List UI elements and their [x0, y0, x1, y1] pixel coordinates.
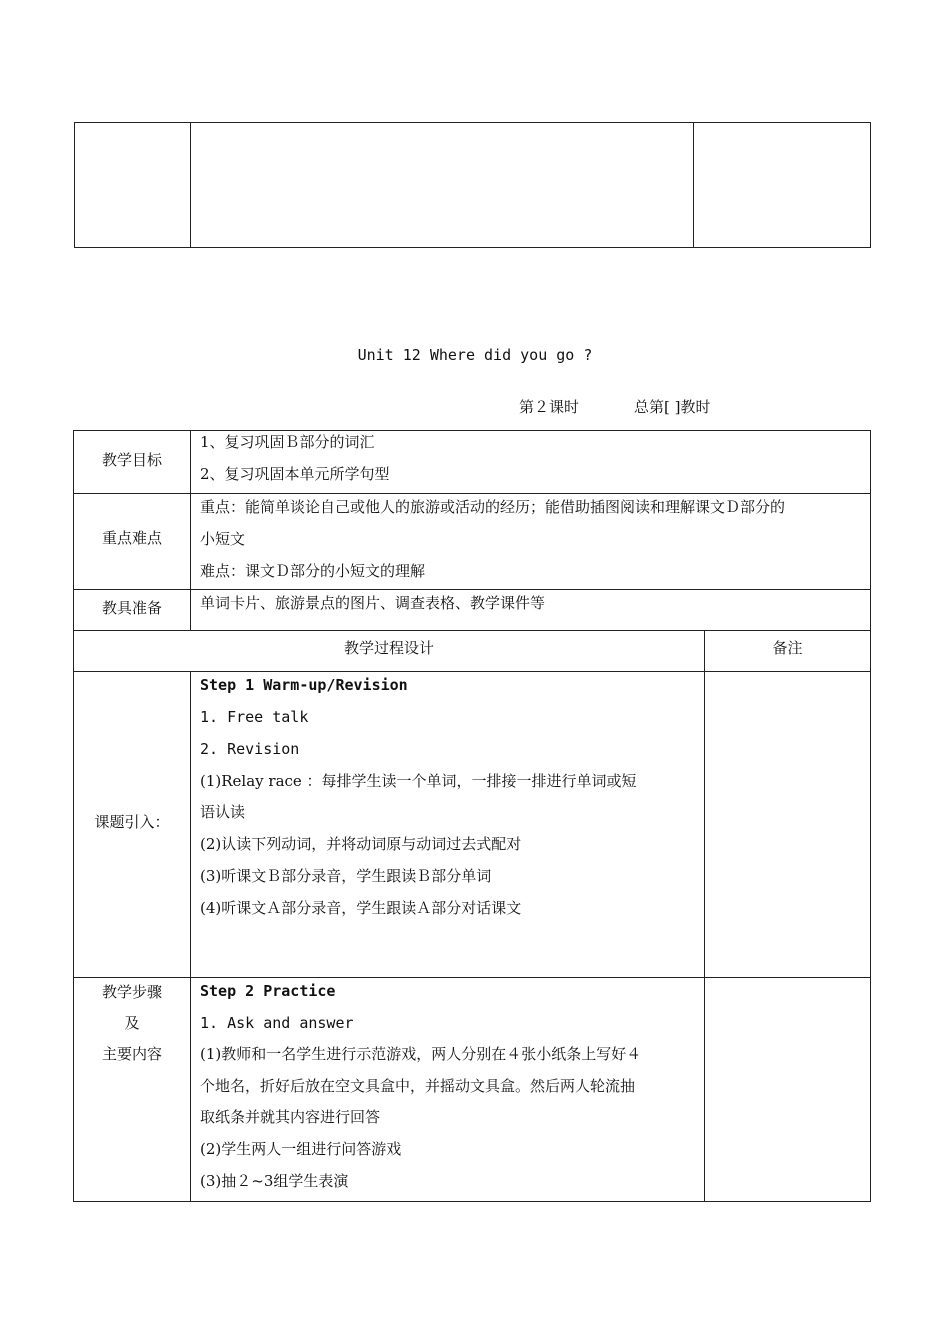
- intro-line-1: 1. Free talk: [200, 708, 309, 726]
- steps-label-1: 教学步骤: [101, 983, 162, 1001]
- notes-header: 备注: [772, 639, 803, 657]
- intro-label: 课题引入：: [94, 813, 170, 831]
- top-table-divider-2: [693, 122, 694, 248]
- key-points-label: 重点难点: [101, 529, 162, 547]
- steps-label-2: 及: [124, 1014, 140, 1032]
- notes-column-divider: [704, 630, 705, 1202]
- step-1-heading: Step 1 Warm-up/Revision: [200, 676, 408, 694]
- top-table-divider-1: [190, 122, 191, 248]
- label-column-divider: [190, 430, 191, 630]
- intro-line-3: (1)Relay race ：每排学生读一个单词，一排接一排进行单词或短: [200, 772, 637, 790]
- steps-line-2: (1)教师和一名学生进行示范游戏，两人分别在４张小纸条上写好４: [200, 1045, 642, 1063]
- objectives-label: 教学目标: [101, 451, 162, 469]
- steps-line-4: 取纸条并就其内容进行回答: [200, 1108, 381, 1126]
- objective-line-2: 2、复习巩固本单元所学句型: [200, 465, 390, 483]
- key-point-line-3: 难点：课文Ｄ部分的小短文的理解: [200, 562, 426, 580]
- intro-line-5: (2)认读下列动词，并将动词原与动词过去式配对: [200, 835, 522, 853]
- step-2-heading: Step 2 Practice: [200, 982, 336, 1000]
- row-divider: [73, 630, 871, 631]
- row-divider: [73, 493, 871, 494]
- top-table: [74, 122, 871, 248]
- objective-line-1: 1、复习巩固Ｂ部分的词汇: [200, 433, 375, 451]
- label-column-divider: [190, 671, 191, 1202]
- row-divider: [73, 589, 871, 590]
- intro-line-6: (3)听课文Ｂ部分录音，学生跟读Ｂ部分单词: [200, 867, 492, 885]
- total-lesson: 总第[ ]教时: [634, 398, 711, 416]
- page-title: Unit 12 Where did you go ?: [357, 346, 593, 364]
- key-point-line-1: 重点：能简单谈论自己或他人的旅游或活动的经历；能借助插图阅读和理解课文Ｄ部分的: [200, 498, 786, 516]
- steps-label-3: 主要内容: [101, 1045, 162, 1063]
- key-point-line-2: 小短文: [200, 530, 246, 548]
- intro-line-4: 语认读: [200, 803, 246, 821]
- steps-line-1: 1. Ask and answer: [200, 1014, 354, 1032]
- row-divider: [73, 671, 871, 672]
- materials-text: 单词卡片、旅游景点的图片、调查表格、教学课件等: [200, 594, 546, 612]
- lesson-number: 第２课时: [519, 398, 580, 416]
- intro-line-7: (4)听课文Ａ部分录音，学生跟读Ａ部分对话课文: [200, 899, 522, 917]
- steps-line-6: (3)抽２~3组学生表演: [200, 1172, 349, 1190]
- steps-line-5: (2)学生两人一组进行问答游戏: [200, 1140, 402, 1158]
- row-divider: [73, 977, 871, 978]
- process-header: 教学过程设计: [343, 639, 434, 657]
- materials-label: 教具准备: [101, 599, 162, 617]
- intro-line-2: 2. Revision: [200, 740, 300, 758]
- steps-line-3: 个地名，折好后放在空文具盒中，并摇动文具盒。然后两人轮流抽: [200, 1077, 636, 1095]
